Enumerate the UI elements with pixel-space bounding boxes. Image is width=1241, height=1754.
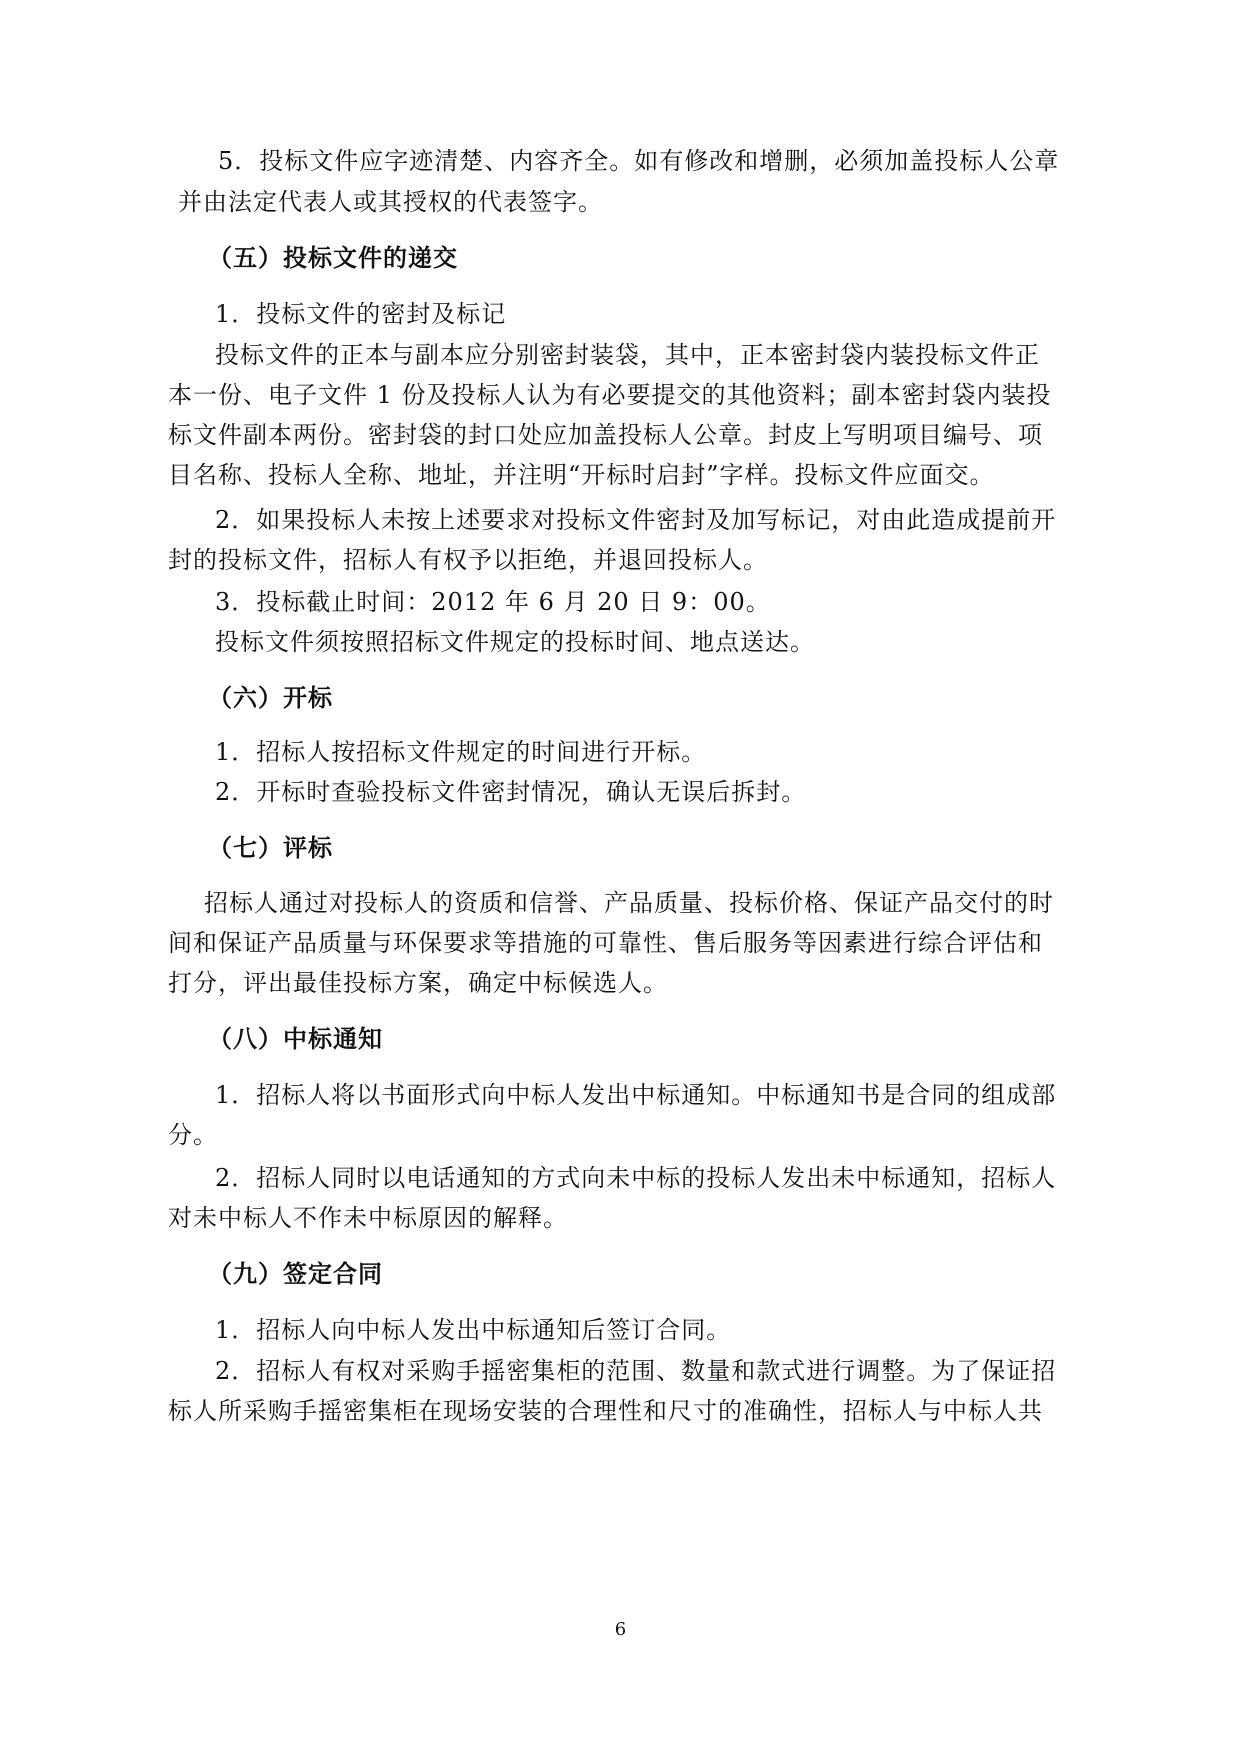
- paragraph-line: 投标文件须按照招标文件规定的投标时间、地点送达。: [215, 628, 815, 656]
- paragraph-line: 间和保证产品质量与环保要求等措施的可靠性、售后服务等因素进行综合评估和: [168, 929, 1043, 957]
- paragraph-line: 本一份、电子文件 1 份及投标人认为有必要提交的其他资料；副本密封袋内装投: [168, 381, 1052, 409]
- section-heading-opening: （六）开标: [208, 684, 333, 712]
- paragraph-line: 标人所采购手摇密集柜在现场安装的合理性和尺寸的准确性，招标人与中标人共: [168, 1397, 1043, 1425]
- paragraph-line: 封的投标文件，招标人有权予以拒绝，并退回投标人。: [168, 546, 768, 574]
- paragraph-line: 打分，评出最佳投标方案，确定中标候选人。: [168, 969, 668, 997]
- paragraph-line: 5．投标文件应字迹清楚、内容齐全。如有修改和增删，必须加盖投标人公章: [218, 147, 1060, 175]
- paragraph-line: 目名称、投标人全称、地址，并注明“开标时启封”字样。投标文件应面交。: [168, 461, 995, 489]
- section-heading-evaluation: （七）评标: [208, 834, 333, 862]
- section-heading-award: （八）中标通知: [208, 1025, 383, 1053]
- paragraph-line: 并由法定代表人或其授权的代表签字。: [178, 188, 603, 216]
- paragraph-line: 2．开标时查验投标文件密封情况，确认无误后拆封。: [215, 778, 807, 806]
- paragraph-line: 招标人通过对投标人的资质和信誉、产品质量、投标价格、保证产品交付的时: [204, 889, 1054, 917]
- paragraph-line: 投标文件的正本与副本应分别密封装袋，其中，正本密封袋内装投标文件正: [215, 341, 1040, 369]
- paragraph-line: 3．投标截止时间：2012 年 6 月 20 日 9：00。: [215, 588, 771, 616]
- paragraph-line: 对未中标人不作未中标原因的解释。: [168, 1204, 568, 1232]
- item-title: 1．投标文件的密封及标记: [215, 300, 507, 328]
- paragraph-line: 标文件副本两份。密封袋的封口处应加盖投标人公章。封皮上写明项目编号、项: [168, 421, 1043, 449]
- paragraph-line: 2．招标人同时以电话通知的方式向未中标的投标人发出未中标通知，招标人: [215, 1164, 1057, 1192]
- paragraph-line: 2．如果投标人未按上述要求对投标文件密封及加写标记，对由此造成提前开: [215, 506, 1057, 534]
- paragraph-line: 2．招标人有权对采购手摇密集柜的范围、数量和款式进行调整。为了保证招: [215, 1357, 1057, 1385]
- section-heading-contract: （九）签定合同: [208, 1260, 383, 1288]
- page-number: 6: [614, 1619, 627, 1640]
- paragraph-line: 1．招标人将以书面形式向中标人发出中标通知。中标通知书是合同的组成部: [215, 1081, 1057, 1109]
- paragraph-line: 1．招标人按招标文件规定的时间进行开标。: [215, 738, 707, 766]
- paragraph-line: 分。: [168, 1121, 218, 1149]
- paragraph-line: 1．招标人向中标人发出中标通知后签订合同。: [215, 1316, 732, 1344]
- section-heading-submission: （五）投标文件的递交: [208, 244, 458, 272]
